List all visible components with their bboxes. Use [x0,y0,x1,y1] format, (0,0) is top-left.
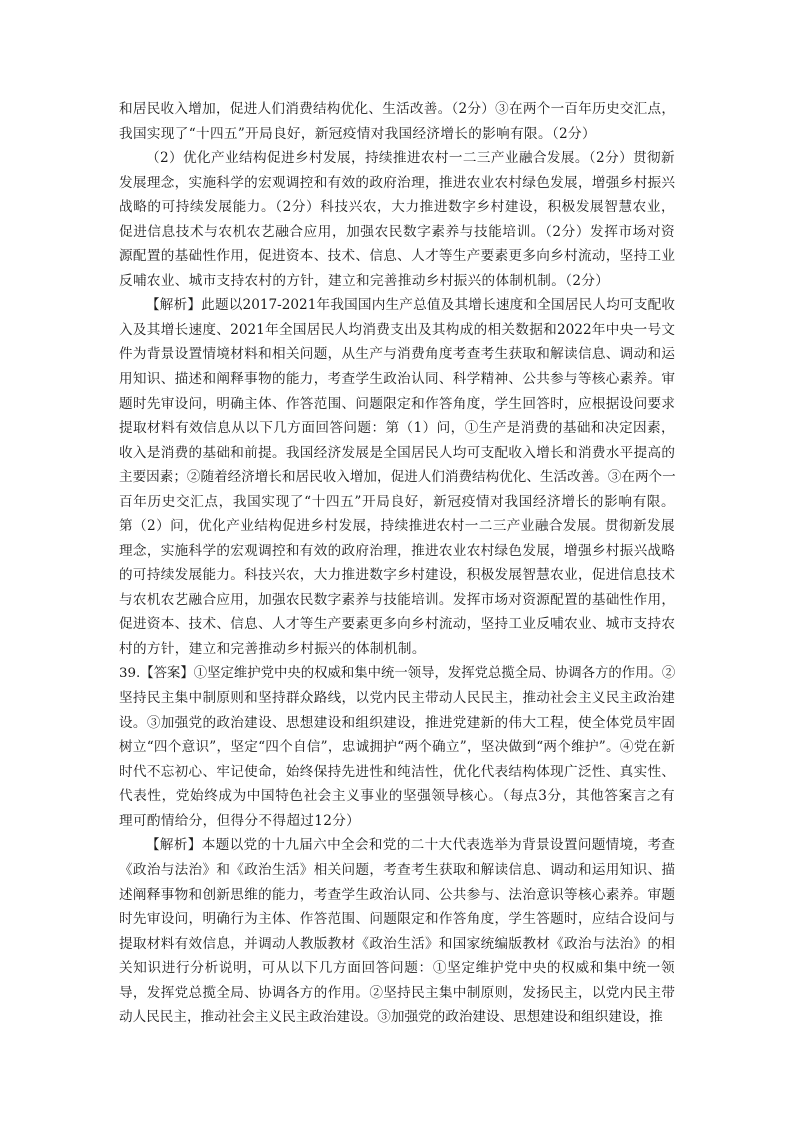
text-line: 的可持续发展能力。科技兴农，大力推进数字乡村建设，积极发展智慧农业，促进信息技术 [119,567,675,584]
text-line: 39.【答案】①坚定维护党中央的权威和集中统一领导，发挥党总揽全局、协调各方的作用。② [119,665,676,681]
text-line: 百年历史交汇点，我国实现了“十四五”开局良好，新冠疫情对我国经济增长的影响有限。 [119,493,675,510]
text-line: 《政治与法治》和《政治生活》相关问题，考查考生获取和解读信息、调动和运用知识、描 [119,861,675,878]
text-line: 收入是消费的基础和前提。我国经济发展是全国居民人均可支配收入增长和消费水平提高的 [119,444,675,461]
text-line: 理可酌情给分，但得分不得超过12分） [119,812,361,829]
text-line: 第（2）问，优化产业结构促进乡村发展，持续推进农村一二三产业融合发展。贯彻新发展 [119,518,675,535]
text-line: 主要因素；②随着经济增长和居民收入增加，促进人们消费结构优化、生活改善。③在两个一 [119,469,676,486]
text-line: 提取材料有效信息，并调动人教版教材《政治生活》和国家统编版教材《政治与法治》的相 [119,935,675,952]
text-line: 促进信息技术与农机农艺融合应用，加强农民数字素养与技能培训。（2分）发挥市场对资 [119,223,675,240]
text-line: 发展理念，实施科学的宏观调控和有效的政府治理，推进农业农村绿色发展，增强乡村振兴 [119,174,675,191]
text-line: 用知识、描述和阐释事物的能力，考查学生政治认同、科学精神、公共参与等核心素养。审 [119,371,675,388]
text-line: 时先审设问，明确行为主体、作答范围、问题限定和作答角度，学生答题时，应结合设问与 [119,911,675,928]
text-line: 导，发挥党总揽全局、协调各方的作用。②坚持民主集中制原则，发扬民主，以党内民主带 [119,984,675,1001]
text-line: （2）优化产业结构促进乡村发展，持续推进农村一二三产业融合发展。（2分）贯彻新 [146,150,675,167]
text-line: 提取材料有效信息从以下几方面回答问题：第（1）问，①生产是消费的基础和决定因素， [119,420,675,437]
text-line: 入及其增长速度、2021年全国居民人均消费支出及其构成的相关数据和2022年中央一号文 [119,321,675,338]
text-line: 源配置的基础性作用，促进资本、技术、信息、人才等生产要素更多向乡村流动，坚持工业 [119,248,675,265]
text-line: 反哺农业、城市支持农村的方针，建立和完善推动乡村振兴的体制机制。（2分） [119,272,610,289]
text-line: 【解析】本题以党的十九届六中全会和党的二十大代表选举为背景设置问题情境，考查 [146,837,675,854]
text-line: 和居民收入增加，促进人们消费结构优化、生活改善。（2分）③在两个一百年历史交汇点， [119,101,675,117]
text-line: 动人民民主，推动社会主义民主政治建设。③加强党的政治建设、思想建设和组织建设，推 [119,1009,663,1026]
text-line: 代表性，党始终成为中国特色社会主义事业的坚强领导核心。（每点3分，其他答案言之有 [119,788,675,805]
text-line: 与农机农艺融合应用，加强农民数字素养与技能培训。发挥市场对资源配置的基础性作用， [119,591,675,608]
text-line: 【解析】此题以2017-2021年我国国内生产总值及其增长速度和全国居民人均可支配收 [146,297,675,314]
text-line: 理念，实施科学的宏观调控和有效的政府治理，推进农业农村绿色发展，增强乡村振兴战略 [119,542,675,559]
text-line: 促进资本、技术、信息、人才等生产要素更多向乡村流动，坚持工业反哺农业、城市支持农 [119,616,675,633]
text-line: 我国实现了“十四五”开局良好，新冠疫情对我国经济增长的影响有限。（2分） [119,125,596,142]
text-line: 设。③加强党的政治建设、思想建设和组织建设，推进党建新的伟大工程，使全体党员牢固 [119,714,675,731]
text-line: 关知识进行分析说明，可从以下几方面回答问题：①坚定维护党中央的权威和集中统一领 [119,960,675,977]
text-line: 树立“四个意识”，坚定“四个自信”，忠诚拥护“两个确立”，坚决做到“两个维护”。④党在新 [119,739,675,756]
text-line: 题时先审设问，明确主体、作答范围、问题限定和作答角度，学生回答时，应根据设问要求 [119,395,675,412]
text-line: 述阐释事物和创新思维的能力，考查学生政治认同、公共参与、法治意识等核心素养。审题 [119,886,675,903]
text-line: 村的方针，建立和完善推动乡村振兴的体制机制。 [119,641,426,658]
text-line: 时代不忘初心、牢记使命，始终保持先进性和纯洁性，优化代表结构体现广泛性、真实性、 [119,763,675,780]
text-line: 件为背景设置情境材料和相关问题，从生产与消费角度考查考生获取和解读信息、调动和运 [119,346,675,363]
text-line: 战略的可持续发展能力。（2分）科技兴农，大力推进数字乡村建设，积极发展智慧农业， [119,199,675,216]
document-body [119,97,675,1030]
text-line: 坚持民主集中制原则和坚持群众路线，以党内民主带动人民民主，推动社会主义民主政治建 [119,690,675,707]
